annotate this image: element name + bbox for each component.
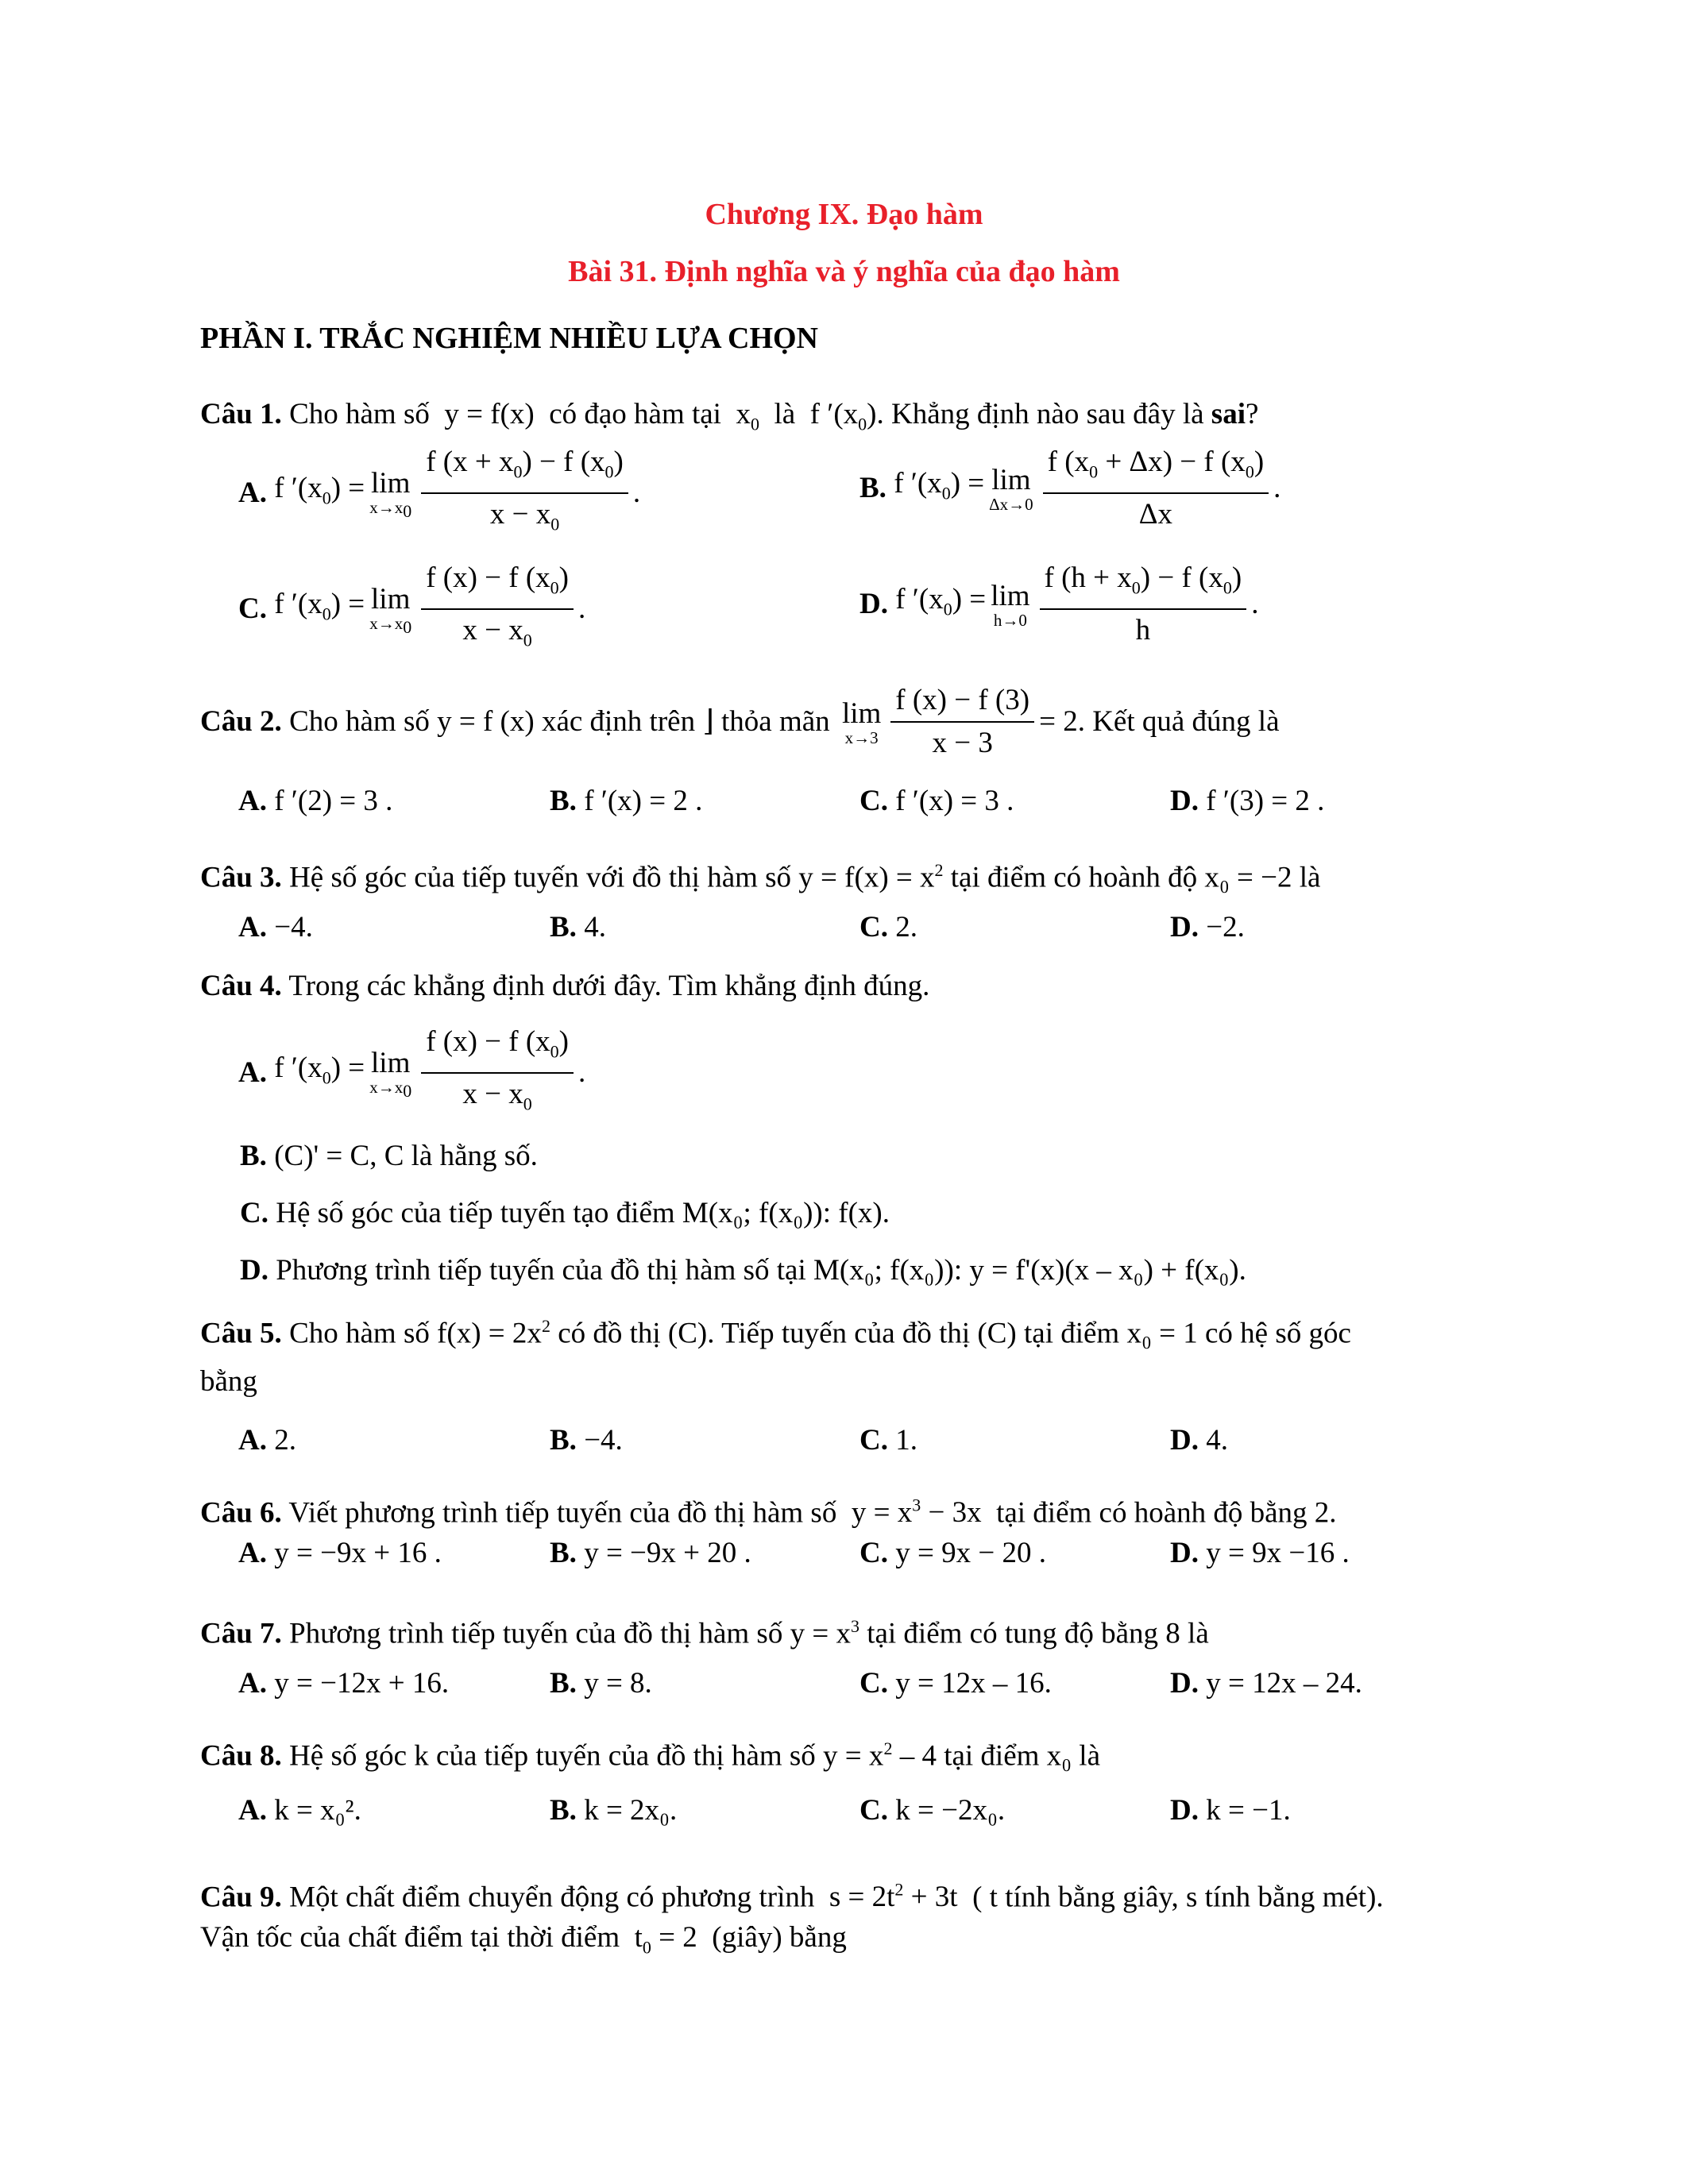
superscript: 2 <box>934 860 944 880</box>
option-key: D. <box>1170 1537 1199 1569</box>
question-label: Câu 6. <box>200 1496 282 1530</box>
option-value: y = 9x −16 . <box>1206 1537 1350 1569</box>
question-5 <box>200 1307 1351 1352</box>
option-value: y = −9x + 16 . <box>274 1537 442 1569</box>
option-b: B. f ′(x) = 2 . <box>550 785 703 817</box>
option-c <box>859 1665 1052 1703</box>
option-value: 2. <box>274 1424 296 1457</box>
question-9 <box>200 1871 1384 1916</box>
question-text: Vận tốc của chất điểm tại thời điểm <box>200 1921 620 1954</box>
option-value: Phương trình tiếp tuyến của đồ thị hàm số tại M(x₀; f(x₀)): y = f'(x)(x – x₀) + f(x₀). <box>276 1254 1246 1287</box>
option-key: C. <box>859 785 888 817</box>
question-text: có đạo hàm tại <box>549 398 721 430</box>
question-text: tại điểm có hoành độ bằng 2. <box>996 1496 1337 1530</box>
option-c <box>859 1792 1005 1830</box>
math-expression: f $'(x_0)$ = <box>274 588 365 624</box>
option-key: A. <box>238 911 267 943</box>
option-b <box>550 909 606 947</box>
option-a <box>238 909 313 947</box>
option-a <box>238 1792 361 1830</box>
option-b <box>550 1534 751 1572</box>
question-text: Hệ số góc k của tiếp tuyến của đồ thị hàm số y = x <box>289 1739 884 1773</box>
option-d <box>1170 1665 1362 1703</box>
option-value: 2. <box>895 911 917 943</box>
question-text: Một chất điểm chuyển động có phương trình <box>289 1881 815 1914</box>
math-expression: y = f (x) <box>429 705 542 738</box>
option-key: B. <box>550 785 577 817</box>
limit-symbol: lim x→3 <box>841 697 882 747</box>
option-value: y = 8. <box>584 1667 652 1700</box>
option-c <box>859 1422 917 1460</box>
option-key: C. <box>859 1794 888 1827</box>
option-value: k = −2x₀. <box>895 1794 1006 1827</box>
option-key: A. <box>238 1537 267 1569</box>
question-text: là <box>774 398 796 430</box>
question-text: xác định trên <box>541 705 696 738</box>
math-expression: = 2 <box>1039 705 1078 738</box>
question-9-line-2 <box>200 1919 847 1966</box>
option-key: B. <box>550 1794 577 1827</box>
option-value: −2. <box>1206 911 1245 943</box>
option-value: k = −1. <box>1206 1794 1291 1827</box>
lesson-title: Bài 31. Định nghĩa và ý nghĩa của đạo hàm <box>568 255 1120 288</box>
option-a: A. f $'(x_0)$ = lim $x\to x_0$ $\frac{f (x + x_0) - f (x_0)}{x - x_0}$ . <box>238 445 640 542</box>
option-c: C. f $'(x_0)$ = lim $x\to x_0$ $\frac{f (x) - f (x_0)}{x - x_0}$ . <box>238 561 585 658</box>
fraction: $\frac{f (h + x_0) - f (x_0)}{h}$ <box>1040 561 1247 648</box>
emphasis-word: sai <box>1211 398 1246 430</box>
option-value: (C)' = C, C là hằng số. <box>274 1140 538 1172</box>
option-a: A. f ′(2) = 3 . <box>238 785 393 817</box>
option-value: y = −9x + 20 . <box>584 1537 751 1569</box>
option-key: C. <box>859 1537 888 1569</box>
option-d: D. f ′(3) = 2 . <box>1170 785 1325 817</box>
option-value: −4. <box>274 911 313 943</box>
question-text: Trong các khẳng định dưới đây. Tìm khẳng định đúng. <box>288 970 930 1002</box>
option-key: A. <box>238 1424 267 1457</box>
question-text: Cho hàm số <box>289 705 430 738</box>
option-key: B. <box>550 911 577 943</box>
question-text: Cho hàm số f(x) = 2x <box>289 1317 542 1350</box>
option-value: y = 12x – 16. <box>895 1667 1052 1700</box>
option-key: D. <box>1170 1424 1199 1457</box>
option-key: C. <box>859 911 888 943</box>
option-b <box>550 1422 623 1460</box>
question-text: – 4 tại điểm x₀ là <box>892 1739 1101 1773</box>
option-key: D. <box>1170 911 1199 943</box>
option-key: B. <box>240 1140 267 1172</box>
question-label: Câu 4. <box>200 970 282 1002</box>
question-text: tại điểm có hoành độ x₀ = −2 là <box>943 861 1321 894</box>
question-label: Câu 3. <box>200 861 282 894</box>
limit-symbol: lim $x\to x_0$ <box>369 1046 412 1101</box>
question-text: Cho hàm số <box>289 398 430 430</box>
option-d <box>240 1252 1246 1290</box>
question-text: Hệ số góc của tiếp tuyến với đồ thị hàm số y = f(x) = x <box>289 861 935 894</box>
question-text: ( t tính bằng giây, s tính bằng mét). <box>972 1881 1384 1914</box>
math-expression: f $'(x_0)$ = <box>274 1051 365 1088</box>
question-label: Câu 5. <box>200 1317 282 1350</box>
limit-symbol: lim Δx→0 <box>989 464 1033 515</box>
option-a <box>238 1422 296 1460</box>
option-value: y = 9x − 20 . <box>895 1537 1046 1569</box>
question-label: Câu 8. <box>200 1739 282 1773</box>
option-key: B. <box>859 472 886 505</box>
math-expression: $y = x^3 - 3x$ <box>844 1495 989 1530</box>
question-5-wrap: bằng <box>200 1365 257 1398</box>
fraction: $\frac{f (x + x_0) - f (x_0)}{x - x_0}$ <box>421 445 628 542</box>
option-key: B. <box>550 1424 577 1457</box>
question-text: . Khẳng định nào sau đây là <box>876 398 1204 430</box>
limit-symbol: lim $x\to x_0$ <box>369 582 412 637</box>
question-text: . Kết quả đúng là <box>1077 705 1280 738</box>
option-value: y = −12x + 16. <box>274 1667 450 1700</box>
option-key: C. <box>859 1424 888 1457</box>
limit-symbol: lim h→0 <box>991 580 1030 631</box>
math-expression: f $'(x_0)$ <box>802 398 877 434</box>
fraction: $\frac{f (x_0 + \Delta x) - f (x_0)}{\Delta x}$ <box>1043 445 1269 532</box>
question-4 <box>200 967 929 1005</box>
option-key: D. <box>240 1254 268 1287</box>
option-key: D. <box>1170 785 1199 817</box>
superscript: 2 <box>883 1738 893 1758</box>
option-d: D. f $'(x_0)$ = lim h→0 $\frac{f (h + x_0) - f (x_0)}{h}$ . <box>859 561 1259 647</box>
option-c <box>859 909 917 947</box>
option-value: k = x₀². <box>274 1794 361 1827</box>
question-6 <box>200 1487 1337 1532</box>
option-a <box>238 1534 442 1572</box>
option-value: y = 12x – 24. <box>1206 1667 1362 1700</box>
question-text: tại điểm có tung độ bằng 8 là <box>859 1617 1209 1650</box>
option-key: D. <box>1170 1667 1199 1700</box>
option-key: C. <box>238 592 267 626</box>
question-text: Phương trình tiếp tuyến của đồ thị hàm số y = x <box>289 1617 851 1650</box>
option-c: C. f ′(x) = 3 . <box>859 785 1014 817</box>
limit-symbol: lim $x\to x_0$ <box>369 466 412 521</box>
math-expression: f $'(x_0)$ = <box>895 583 987 619</box>
option-b <box>550 1792 677 1830</box>
option-value: k = 2x₀. <box>584 1794 678 1827</box>
option-key: D. <box>1170 1794 1199 1827</box>
option-key: A. <box>238 1794 267 1827</box>
option-value: 1. <box>895 1424 917 1457</box>
question-1 <box>200 396 1258 443</box>
option-key: D. <box>859 588 888 621</box>
option-key: A. <box>238 1667 267 1700</box>
question-text: thỏa mãn <box>721 705 830 738</box>
superscript: 3 <box>850 1616 859 1636</box>
question-text: (giây) bằng <box>712 1921 847 1954</box>
option-key: A. <box>238 785 267 817</box>
question-2 <box>200 683 1280 761</box>
option-d <box>1170 1792 1291 1830</box>
option-key: C. <box>859 1667 888 1700</box>
question-label: Câu 1. <box>200 398 282 430</box>
question-label: Câu 2. <box>200 705 282 738</box>
set-symbol: ⌋ <box>702 705 714 738</box>
option-c <box>859 1534 1046 1572</box>
option-value: −4. <box>584 1424 623 1457</box>
math-expression: f $'(x_0)$ = <box>894 467 985 504</box>
option-d <box>1170 1422 1228 1460</box>
option-b: B. f $'(x_0)$ = lim Δx→0 $\frac{f (x_0 + \Delta x) - f (x_0)}{\Delta x}$ . <box>859 446 1281 531</box>
question-label: Câu 7. <box>200 1617 282 1650</box>
math-expression: $s = 2t^2 + 3t$ <box>821 1880 965 1914</box>
option-b <box>550 1665 652 1703</box>
superscript: 2 <box>541 1316 550 1336</box>
option-d <box>1170 909 1245 947</box>
math-expression: $x_0$ <box>728 398 759 434</box>
option-key: A. <box>238 477 267 510</box>
fraction: $\frac{f (x) - f (x_0)}{x - x_0}$ <box>421 1024 574 1122</box>
question-3 <box>200 851 1320 897</box>
option-key: C. <box>240 1197 268 1229</box>
question-text: Viết phương trình tiếp tuyến của đồ thị hàm số <box>288 1496 837 1530</box>
question-7 <box>200 1607 1209 1653</box>
option-key: B. <box>550 1667 577 1700</box>
option-c <box>240 1194 890 1233</box>
option-key: A. <box>238 1056 267 1090</box>
fraction: $\frac{f (x) - f (x_0)}{x - x_0}$ <box>421 561 574 658</box>
math-expression: $t_0 = 2$ <box>627 1921 705 1958</box>
fraction: $\frac{f (x) - f (3)}{x - 3}$ <box>890 683 1034 761</box>
math-expression: y = f(x) <box>437 398 542 430</box>
option-a: A. f $'(x_0)$ = lim $x\to x_0$ $\frac{f (x) - f (x_0)}{x - x_0}$ . <box>238 1024 585 1122</box>
question-text: có đồ thị (C). Tiếp tuyến của đồ thị (C) tại điểm x₀ = 1 có hệ số góc <box>550 1317 1351 1350</box>
question-8 <box>200 1730 1100 1775</box>
option-value: 4. <box>1206 1424 1228 1457</box>
option-d <box>1170 1534 1350 1572</box>
option-a <box>238 1665 449 1703</box>
option-b <box>240 1137 538 1175</box>
option-value: Hệ số góc của tiếp tuyến tạo điểm M(x₀; f(x₀)): f(x). <box>276 1197 890 1229</box>
section-heading: PHẦN I. TRẮC NGHIỆM NHIỀU LỰA CHỌN <box>200 322 818 355</box>
question-label: Câu 9. <box>200 1881 282 1914</box>
option-key: B. <box>550 1537 577 1569</box>
chapter-title: Chương IX. Đạo hàm <box>705 198 983 231</box>
math-expression: f $'(x_0)$ = <box>274 472 365 508</box>
question-text: ? <box>1245 398 1259 430</box>
option-value: 4. <box>584 911 606 943</box>
